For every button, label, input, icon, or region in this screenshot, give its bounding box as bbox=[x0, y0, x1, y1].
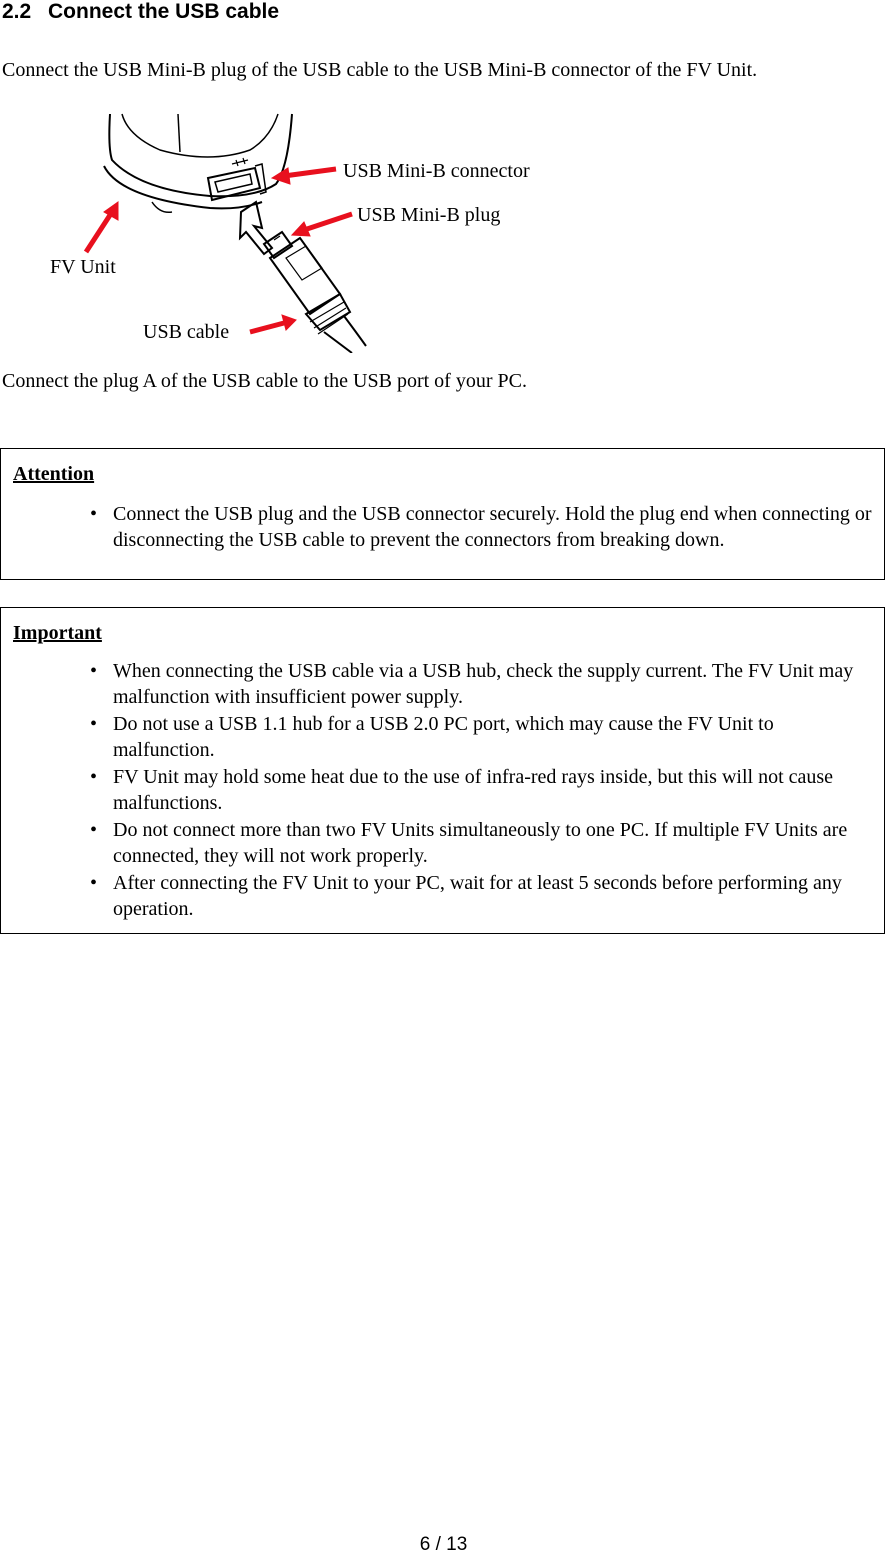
bullet-icon: • bbox=[90, 872, 98, 894]
important-list-item: • When connecting the USB cable via a USB hub, check the supply current. The FV Unit may malfunction with insufficient power supply. bbox=[90, 660, 854, 708]
fv-unit-foot bbox=[152, 202, 172, 212]
usb-logo-plug bbox=[286, 246, 322, 280]
usb-cable-line bbox=[324, 316, 366, 353]
cable-pointer-head bbox=[282, 315, 296, 330]
bullet-icon: • bbox=[90, 819, 98, 841]
attention-box bbox=[0, 448, 885, 580]
intro-paragraph: Connect the USB Mini-B plug of the USB cable to the USB Mini-B connector of the FV Unit. bbox=[2, 59, 758, 81]
fv-unit-seam bbox=[178, 114, 180, 152]
followup-paragraph: Connect the plug A of the USB cable to the USB port of your PC. bbox=[2, 370, 527, 392]
important-list-item: • After connecting the FV Unit to your PC, wait for at least 5 seconds before performing any operation. bbox=[90, 872, 842, 920]
section-title: Connect the USB cable bbox=[48, 0, 280, 23]
important-list-item: • Do not connect more than two FV Units simultaneously to one PC. If multiple FV Units are connected, they will not work properly. bbox=[90, 819, 848, 867]
cable-pointer-arrow bbox=[250, 323, 284, 332]
mini-b-plug-body bbox=[270, 238, 340, 314]
usb-connection-figure bbox=[0, 108, 600, 353]
label-fv-unit: FV Unit bbox=[50, 256, 116, 278]
plug-pointer-arrow bbox=[304, 214, 352, 230]
section-heading bbox=[2, 0, 279, 24]
bullet-icon: • bbox=[90, 503, 98, 525]
bullet-icon: • bbox=[90, 713, 98, 735]
section-number: 2.2 bbox=[2, 0, 32, 23]
attention-list-item: • Connect the USB plug and the USB connector securely. Hold the plug end when connecting or disconnecting the USB cable to prevent the connectors from breaking down. bbox=[90, 503, 872, 551]
attention-list bbox=[1, 501, 886, 554]
plug-pointer-head bbox=[292, 222, 310, 236]
bullet-icon: • bbox=[90, 766, 98, 788]
attention-title: Attention bbox=[13, 463, 95, 485]
connector-pointer-head bbox=[272, 168, 290, 184]
important-list-item: • FV Unit may hold some heat due to the use of infra-red rays inside, but this will not cause malfunctions. bbox=[90, 766, 834, 814]
label-usb-mini-b-plug: USB Mini-B plug bbox=[357, 204, 501, 226]
bullet-icon: • bbox=[90, 660, 98, 682]
usb-logo-unit bbox=[232, 158, 248, 166]
usb-connection-illustration bbox=[0, 108, 600, 353]
connector-pointer-arrow bbox=[284, 169, 336, 176]
insertion-arrow bbox=[240, 202, 272, 254]
label-usb-cable: USB cable bbox=[143, 321, 230, 343]
label-usb-mini-b-connector: USB Mini-B connector bbox=[343, 160, 530, 182]
fv-unit-top-ring bbox=[122, 114, 278, 157]
mini-b-connector-slot bbox=[215, 174, 252, 192]
important-title: Important bbox=[13, 622, 102, 644]
important-list bbox=[1, 658, 886, 923]
important-box bbox=[0, 607, 885, 934]
page-number: 6 / 13 bbox=[419, 1534, 468, 1555]
important-list-item: • Do not use a USB 1.1 hub for a USB 2.0 PC port, which may cause the FV Unit to malfunction. bbox=[90, 713, 774, 761]
unit-pointer-arrow bbox=[86, 212, 112, 252]
